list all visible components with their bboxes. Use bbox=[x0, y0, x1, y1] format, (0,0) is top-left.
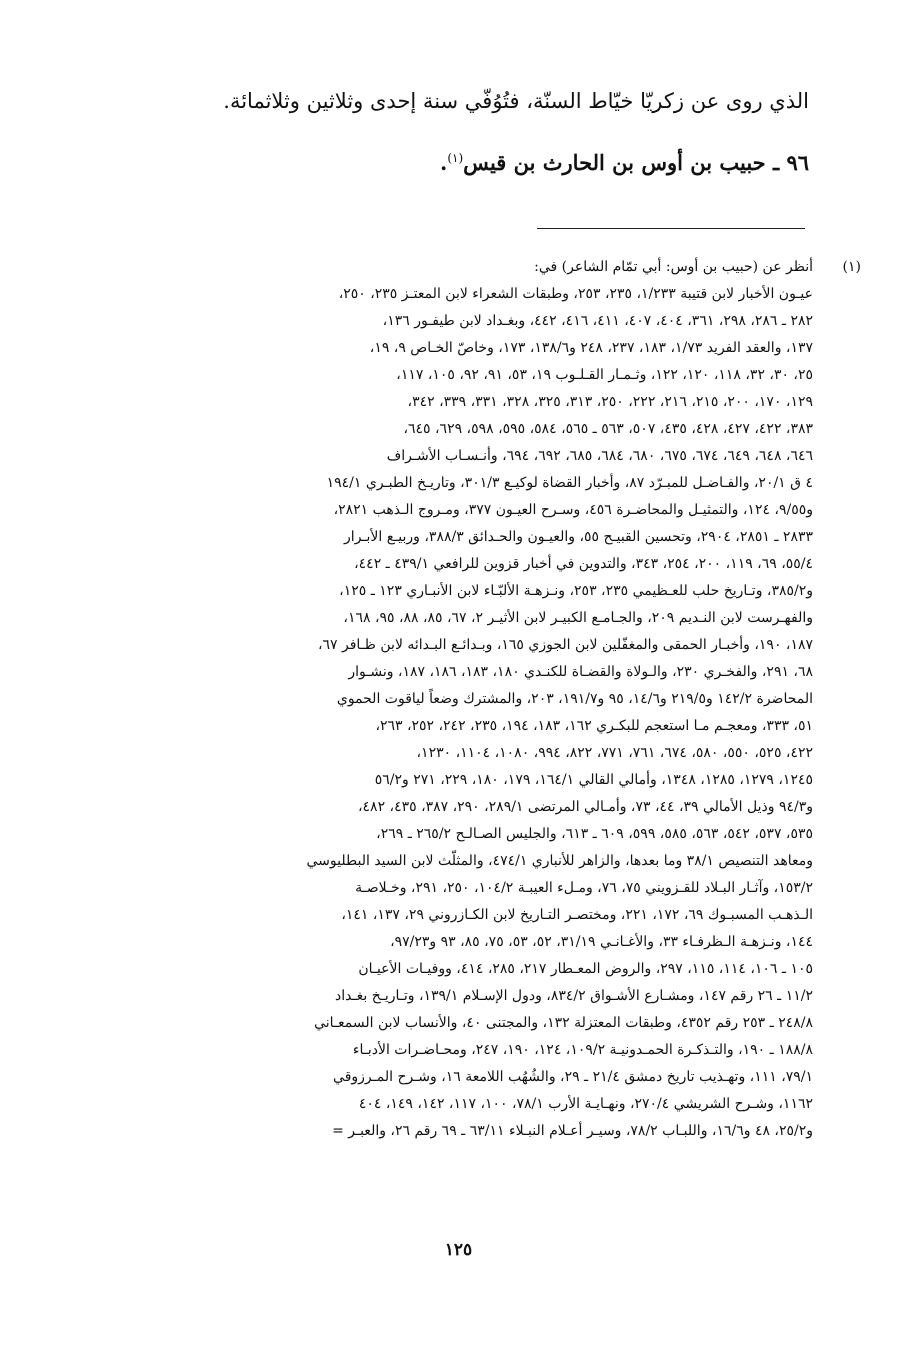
footnote-line: ١٠٥ ـ ١٠٦، ١١٤، ١١٥، ٢٩٧، والروض المعـطار ٢١٧، ٢٨٥، ٤١٤، ووفيـات الأعيـان bbox=[358, 961, 813, 977]
footnote-line: ١٣٧، والعقد الفريد ١/٧٣، ١٨٣، ٢٣٧، ٢٤٨ و١٣٨/٦، ١٧٣، وخاصّ الخـاص ٩، ١٩، bbox=[369, 340, 813, 356]
footnote-line: و٩/٥٥، ١٢٤، والتمثيـل والمحاضـرة ٤٥٦، وسـرح العيـون ٣٧٧، ومـروج الـذهب ٢٨٢١، bbox=[333, 502, 813, 518]
entry-title: ٩٦ ـ حبيب بن أوس بن الحارث بن قيس bbox=[463, 150, 809, 175]
footnote-line: ١٨٨/٨ ـ ١٩٠، والتـذكـرة الحمـدونيـة ١٠٩/٢، ١٢٤، ١٩٠، ٢٤٧، ومحـاضـرات الأدبـاء bbox=[352, 1042, 813, 1058]
footnote-line: ٢٨٣٣ ـ ٢٨٥١، ٢٩٠٤، وتحسين القبيـح ٥٥، والعيـون والحـدائق ٣٨٨/٣، وربيـع الأبـرار bbox=[344, 529, 813, 545]
footnote-line: ١٢٤٥، ١٢٧٩، ١٢٨٥، ١٣٤٨، وأمالي القالي ١٦٤/١، ١٧٩، ١٨٠، ٢٢٩، ٢٧١ و٥٦/٢ bbox=[374, 772, 813, 788]
footnote-line: ٦٤٦، ٦٤٨، ٦٤٩، ٦٧٤، ٦٧٥، ٦٨٠، ٦٨٤، ٦٨٥، ٦٩٢، ٦٩٤، وأنـسـاب الأشـراف bbox=[386, 448, 813, 464]
footnote-marker: (١) bbox=[842, 259, 861, 275]
footnote-line: ٥٥/٤، ٦٩، ١١٩، ٢٠٠، ٢٥٤، ٣٤٣، والتدوين في أخبار قزوين للرافعي ٤٣٩/١ ـ ٤٤٢، bbox=[354, 556, 813, 572]
footnote-block bbox=[103, 254, 861, 1145]
footnote-line: ٦٨، ٢٩١، والفخـري ٢٣٠، والـولاة والقضـاة للكنـدي ١٨٠، ١٨٣، ١٨٦، ١٨٧، ونشـوار bbox=[348, 664, 813, 680]
footnote-line: الـذهـب المسبـوك ٦٩، ١٧٢، ٢٢١، ومختصـر التـاريخ لابن الكـازروني ٢٩، ١٣٧، ١٤١، bbox=[341, 907, 813, 923]
footnote-line: ٢٥، ٣٠، ٣٢، ١١٨، ١٢٠، ١٢٢، وثـمـار القـلـوب ١٩، ٥٣، ٩١، ٩٢، ١٠٥، ١١٧، bbox=[396, 367, 813, 383]
entry-heading bbox=[109, 143, 809, 178]
footnote-line: ٣٨٣، ٤٢٢، ٤٢٧، ٤٢٨، ٤٣٥، ٥٠٧، ٥٦٣ ـ ٥٦٥، ٥٨٤، ٥٩٥، ٥٩٨، ٦٢٩، ٦٤٥، bbox=[403, 421, 813, 437]
footnote-reference: (١) bbox=[447, 151, 464, 165]
page-number: ١٢٥ bbox=[444, 1240, 473, 1260]
footnote-line: ٢٤٨/٨ ـ ٢٥٣ رقم ٤٣٥٢، وطبقات المعتزلة ١٣٢، والمجتنى ٤٠، والأنساب لابن السمعـاني bbox=[314, 1015, 813, 1031]
footnote-line: ٢٨٢ ـ ٢٨٦، ٢٩٨، ٣٦١، ٤٠٤، ٤٠٧، ٤١١، ٤١٦، ٤٤٢، وبغـداد لابن طيفـور ١٣٦، bbox=[382, 313, 813, 329]
footnote-line: ٤٢٢، ٥٢٥، ٥٥٠، ٥٨٠، ٦٧٤، ٧٦١، ٧٧١، ٨٢٢، ٩٩٤، ١٠٨٠، ١١٠٤، ١٢٣٠، bbox=[416, 745, 813, 761]
footnote-line: ١٨٧، ١٩٠، وأخبـار الحمقى والمغفّلين لابن الجوزي ١٦٥، وبـدائـع البـدائه لابن ظـافر ٦٧، bbox=[317, 637, 813, 653]
footnote-line: ١٥٣/٢، وآثـار البـلاد للقـزويني ٧٥، ٧٦، ومـلء العيبـة ١٠٤/٢، ٢٥٠، ٢٩١، وخـلاصـة bbox=[355, 880, 813, 896]
footnote-line: ٥٣٥، ٥٣٧، ٥٤٢، ٥٦٣، ٥٨٥، ٥٩٩، ٦٠٩ ـ ٦١٣، والجليس الصـالـح ٢٦٥/٢ ـ ٢٦٩، bbox=[376, 826, 813, 842]
footnote-line: و٣٨٥/٢، وتـاريخ حلب للعـظيمي ٢٣٥، ٢٥٣، ونـزهـة الألبّـاء لابن الأنبـاري ١٢٣ ـ ١٢٥، bbox=[339, 583, 813, 599]
footnote-line: عيـون الأخبار لابن قتيبة ١/٢٣٣، ٢٣٥، ٢٥٣، وطبقات الشعراء لابن المعتـز ٢٣٥، ٢٥٠، bbox=[338, 286, 813, 302]
footnote-lines bbox=[103, 254, 813, 1145]
footnote-line: ٧٩/١، ١١١، وتهـذيب تاريخ دمشق ٢١/٤ ـ ٢٩، والشُهُب اللامعة ١٦، وشـرح المـرزوقي bbox=[333, 1069, 813, 1085]
footnote-line: ومعاهد التنصيص ٣٨/١ وما بعدها، والزاهر للأنباري ٤٧٤/١، والمثلّث لابن السيد البطليوسي bbox=[306, 853, 813, 869]
footnote-line: ١١/٢ ـ ٢٦ رقم ١٤٧، ومشـارع الأشـواق ٨٣٤/٢، ودول الإسـلام ١٣٩/١، وتـاريـخ بغـداد bbox=[335, 988, 813, 1004]
footnote-line: ١٢٩، ١٧٠، ٢٠٠، ٢١٥، ٢١٦، ٢٢٢، ٢٥٠، ٣١٣، ٣٢٥، ٣٢٨، ٣٣١، ٣٣٩، ٣٤٢، bbox=[407, 394, 813, 410]
footnote-line: ١١٦٢، وشـرح الشريشي ٢٧٠/٤، ونهـايـة الأرب ٧٨/١، ١٠٠، ١١٧، ١٤٢، ١٤٩، ٤٠٤ bbox=[358, 1096, 813, 1112]
footnote-line: والفهـرست لابن النـديم ٢٠٩، والجـامـع الكبيـر لابن الأثيـر ٢، ٦٧، ٨٥، ٨٨، ٩٥، ١٦٨، bbox=[343, 610, 813, 626]
entry-title-period: . bbox=[440, 150, 448, 175]
footnote-separator bbox=[537, 228, 805, 229]
footnote-line: ٥١، ٣٣٣، ومعجـم مـا استعجم للبكـري ١٦٢، ١٨٣، ١٩٤، ٢٣٥، ٢٤٢، ٢٥٢، ٢٦٣، bbox=[375, 718, 813, 734]
body-text-line: الذي روى عن زكريّا خيّاط السنّة، فتُوُفّي سنة إحدى وثلاثين وثلاثمائة. bbox=[223, 89, 809, 113]
footnote-line: و٩٤/٣ وذيل الأمالي ٣٩، ٤٤، ٧٣، وأمـالي المرتضى ٢٨٩/١، ٢٩٠، ٣٨٧، ٤٣٥، ٤٨٢، bbox=[358, 799, 813, 815]
footnote-line: المحاضرة ١٤٢/٢ و٢١٩/٥ و١٤/٦، ٩٥ و١٩١/٧، ٢٠٣، والمشترك وضعاً لياقوت الحموي bbox=[336, 691, 813, 707]
footnote-line: ٤ ق ٢٠/١، والفـاضـل للمبـرّد ٨٧، وأخبار القضاة لوكيـع ٣٠١/٣، وتاريـخ الطبـري ١٩٤/١ bbox=[326, 475, 813, 491]
footnote-line: أنظر عن (حبيب بن أوس: أبي تمّام الشاعر) في: bbox=[534, 259, 813, 275]
footnote-line: و٢٥/٢، ٤٨ و١٦/٦، واللبـاب ٧٨/٢، وسيـر أعـلام النبـلاء ٦٣/١١ ـ ٦٩ رقم ٢٦، والعبـر = bbox=[332, 1123, 813, 1139]
footnote-line: ١٤٤، ونـزهـة الـظرفـاء ٣٣، والأغـانـي ٣١/١٩، ٥٢، ٥٣، ٧٥، ٨٥، ٩٣ و٩٧/٢٣، bbox=[390, 934, 813, 950]
